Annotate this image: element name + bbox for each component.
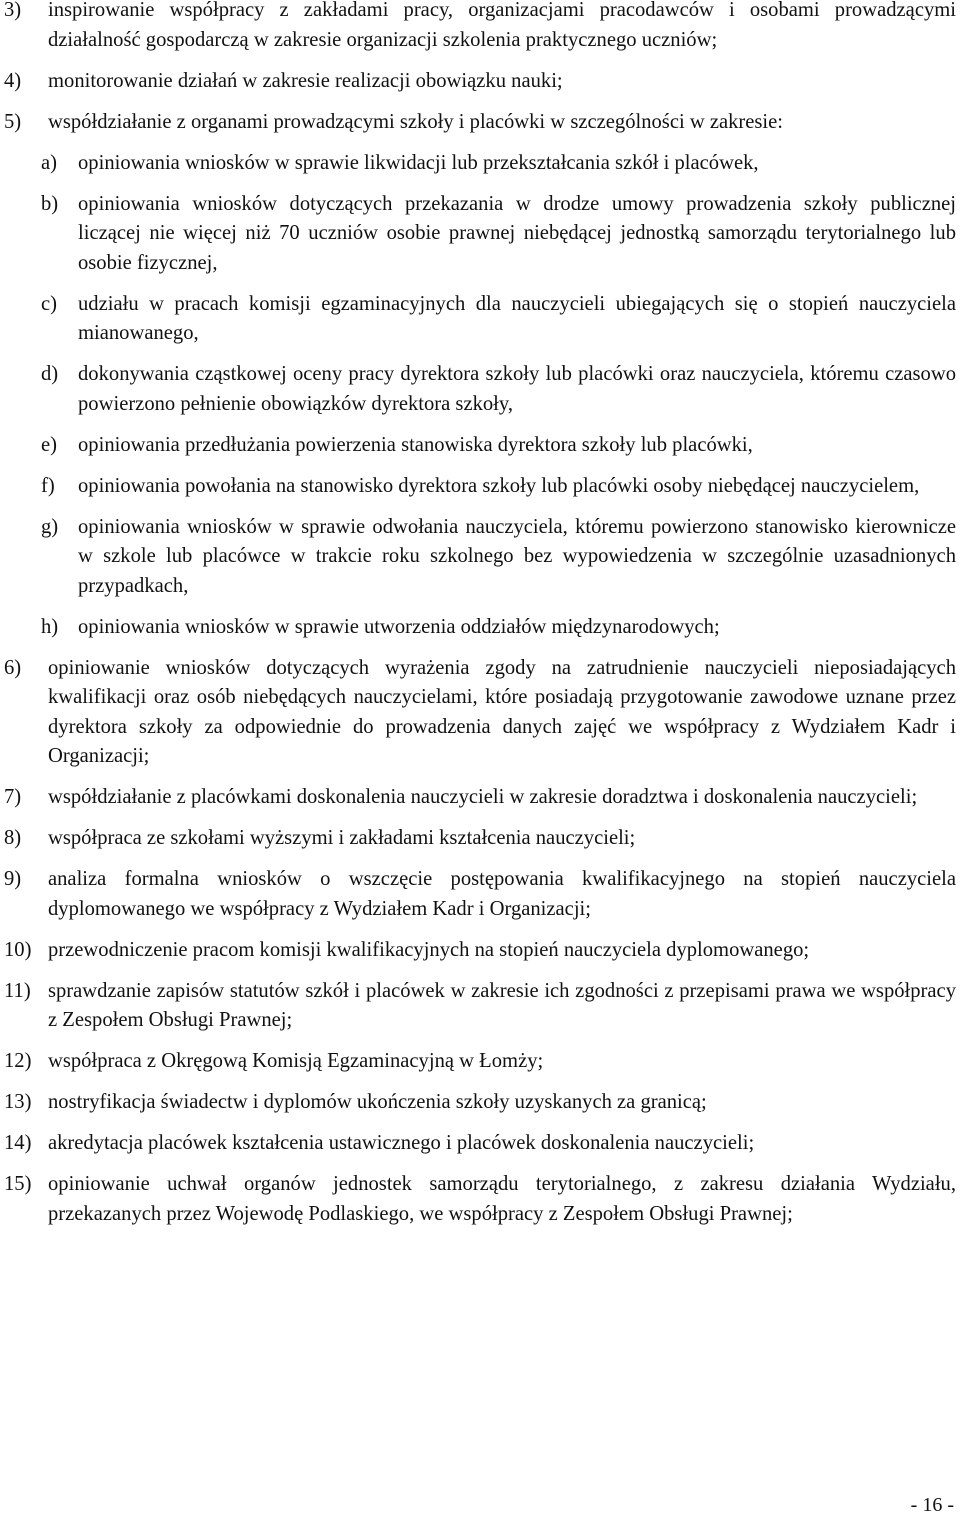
list-item-4 xyxy=(4,67,956,97)
sublist-letter: h) xyxy=(41,615,59,638)
list-number: 15) xyxy=(4,1173,32,1195)
sublist-letter: g) xyxy=(41,515,59,538)
list-item-6 xyxy=(4,654,956,772)
list-text: współpraca ze szkołami wyższymi i zakładami kształcenia nauczycieli; xyxy=(48,827,636,849)
list-text: sprawdzanie zapisów statutów szkół i placówek w zakresie ich zgodności z przepisami prawa we współpracy z Zespołem Obsługi Prawnej; xyxy=(48,979,956,1031)
list-item-11 xyxy=(4,977,956,1036)
list-item-14 xyxy=(4,1129,956,1159)
list-text: współdziałanie z organami prowadzącymi szkoły i placówki w szczególności w zakresie: xyxy=(48,110,784,133)
sublist-letter: d) xyxy=(41,363,59,385)
list-number: 6) xyxy=(4,656,22,679)
list-text: inspirowanie współpracy z zakładami pracy, organizacjami pracodawców i osobami prowadzącymi działalność gospodarczą w zakresie organizacji szkolenia praktycznego uczniów; xyxy=(48,0,956,51)
list-text: nostryfikacja świadectw i dyplomów ukończenia szkoły uzyskanych za granicą; xyxy=(48,1091,707,1113)
list-item-9 xyxy=(4,865,956,924)
sublist-text: opiniowania wniosków w sprawie likwidacji lub przekształcania szkół i placówek, xyxy=(78,151,759,174)
sublist-text: udziału w pracach komisji egzaminacyjnych dla nauczycieli ubiegających się o stopień nauczyciela mianowanego, xyxy=(78,292,956,344)
list-item-3 xyxy=(4,0,956,55)
list-text: opiniowanie uchwał organów jednostek samorządu terytorialnego, z zakresu działania Wydziału, przekazanych przez Wojewodę Podlaskiego, we współpracy z Zespołem Obsługi Prawnej; xyxy=(48,1173,956,1225)
list-text: opiniowanie wniosków dotyczących wyrażenia zgody na zatrudnienie nauczycieli nieposiadających kwalifikacji oraz osób niebędących nauczycielami, które posiadają przygotowanie zawodowe uznane przez dyrektora szkoły za odpowiednie do prowadzenia danych zajęć we współpracy z Wydziałem Kadr i Organizacji; xyxy=(48,656,956,767)
sublist-text: opiniowania wniosków w sprawie odwołania nauczyciela, któremu powierzono stanowisko kierownicze w szkole lub placówce w trakcie roku szkolnego bez wypowiedzenia w szczególnie uzasadnionych przypadkach, xyxy=(78,515,956,597)
sublist-item-d xyxy=(41,360,956,419)
sublist-item-f xyxy=(41,472,956,502)
sublist-letter: b) xyxy=(41,192,59,215)
list-item-8 xyxy=(4,824,956,854)
list-number: 12) xyxy=(4,1050,32,1072)
list-number: 4) xyxy=(4,69,22,92)
sublist-item-e xyxy=(41,431,956,461)
sublist-text: opiniowania przedłużania powierzenia stanowiska dyrektora szkoły lub placówki, xyxy=(78,433,753,456)
list-item-15 xyxy=(4,1170,956,1229)
list-item-5 xyxy=(4,108,956,643)
sublist-text: opiniowania wniosków dotyczących przekazania w drodze umowy prowadzenia szkoły publicznej liczącej nie więcej niż 70 uczniów osobie prawnej niebędącej jednostką samorządu terytorialnego lub osobie fizycznej, xyxy=(78,192,956,274)
list-text: współpraca z Okręgową Komisją Egzaminacyjną w Łomży; xyxy=(48,1050,544,1072)
list-number: 9) xyxy=(4,868,22,890)
list-text: monitorowanie działań w zakresie realizacji obowiązku nauki; xyxy=(48,69,563,92)
sublist-text: opiniowania powołania na stanowisko dyrektora szkoły lub placówki osoby niebędącej nauczycielem, xyxy=(78,474,920,497)
list-text: współdziałanie z placówkami doskonalenia nauczycieli w zakresie doradztwa i doskonalenia nauczycieli; xyxy=(48,786,918,808)
document-body xyxy=(4,0,956,1241)
sublist-text: opiniowania wniosków w sprawie utworzenia oddziałów międzynarodowych; xyxy=(78,615,720,638)
list-number: 13) xyxy=(4,1091,32,1113)
list-text: akredytacja placówek kształcenia ustawicznego i placówek doskonalenia nauczycieli; xyxy=(48,1132,755,1154)
sublist-letter: e) xyxy=(41,433,57,456)
list-item-10 xyxy=(4,936,956,966)
list-number: 7) xyxy=(4,786,22,808)
list-item-12 xyxy=(4,1047,956,1077)
list-number: 5) xyxy=(4,110,22,133)
list-number: 3) xyxy=(4,0,22,21)
list-number: 11) xyxy=(4,979,31,1002)
list-text: przewodniczenie pracom komisji kwalifikacyjnych na stopień nauczyciela dyplomowanego; xyxy=(48,938,810,961)
list-text: analiza formalna wniosków o wszczęcie postępowania kwalifikacyjnego na stopień nauczyciela dyplomowanego we współpracy z Wydziałem Kadr i Organizacji; xyxy=(48,868,956,920)
sublist-letter: c) xyxy=(41,292,57,315)
sublist-item-g xyxy=(41,513,956,602)
sublist-letter: a) xyxy=(41,151,57,174)
list-number: 10) xyxy=(4,938,32,961)
sublist xyxy=(41,149,956,643)
sublist-item-b xyxy=(41,190,956,279)
sublist-item-h xyxy=(41,613,956,643)
sublist-item-c xyxy=(41,290,956,349)
sublist-text: dokonywania cząstkowej oceny pracy dyrektora szkoły lub placówki oraz nauczyciela, któremu czasowo powierzono pełnienie obowiązków dyrektora szkoły, xyxy=(78,363,956,415)
list-item-13 xyxy=(4,1088,956,1118)
list-item-7 xyxy=(4,783,956,813)
page-number: - 16 - xyxy=(910,1494,954,1516)
sublist-letter: f) xyxy=(41,474,55,497)
list-number: 14) xyxy=(4,1132,32,1154)
sublist-item-a xyxy=(41,149,956,179)
list-number: 8) xyxy=(4,827,22,849)
